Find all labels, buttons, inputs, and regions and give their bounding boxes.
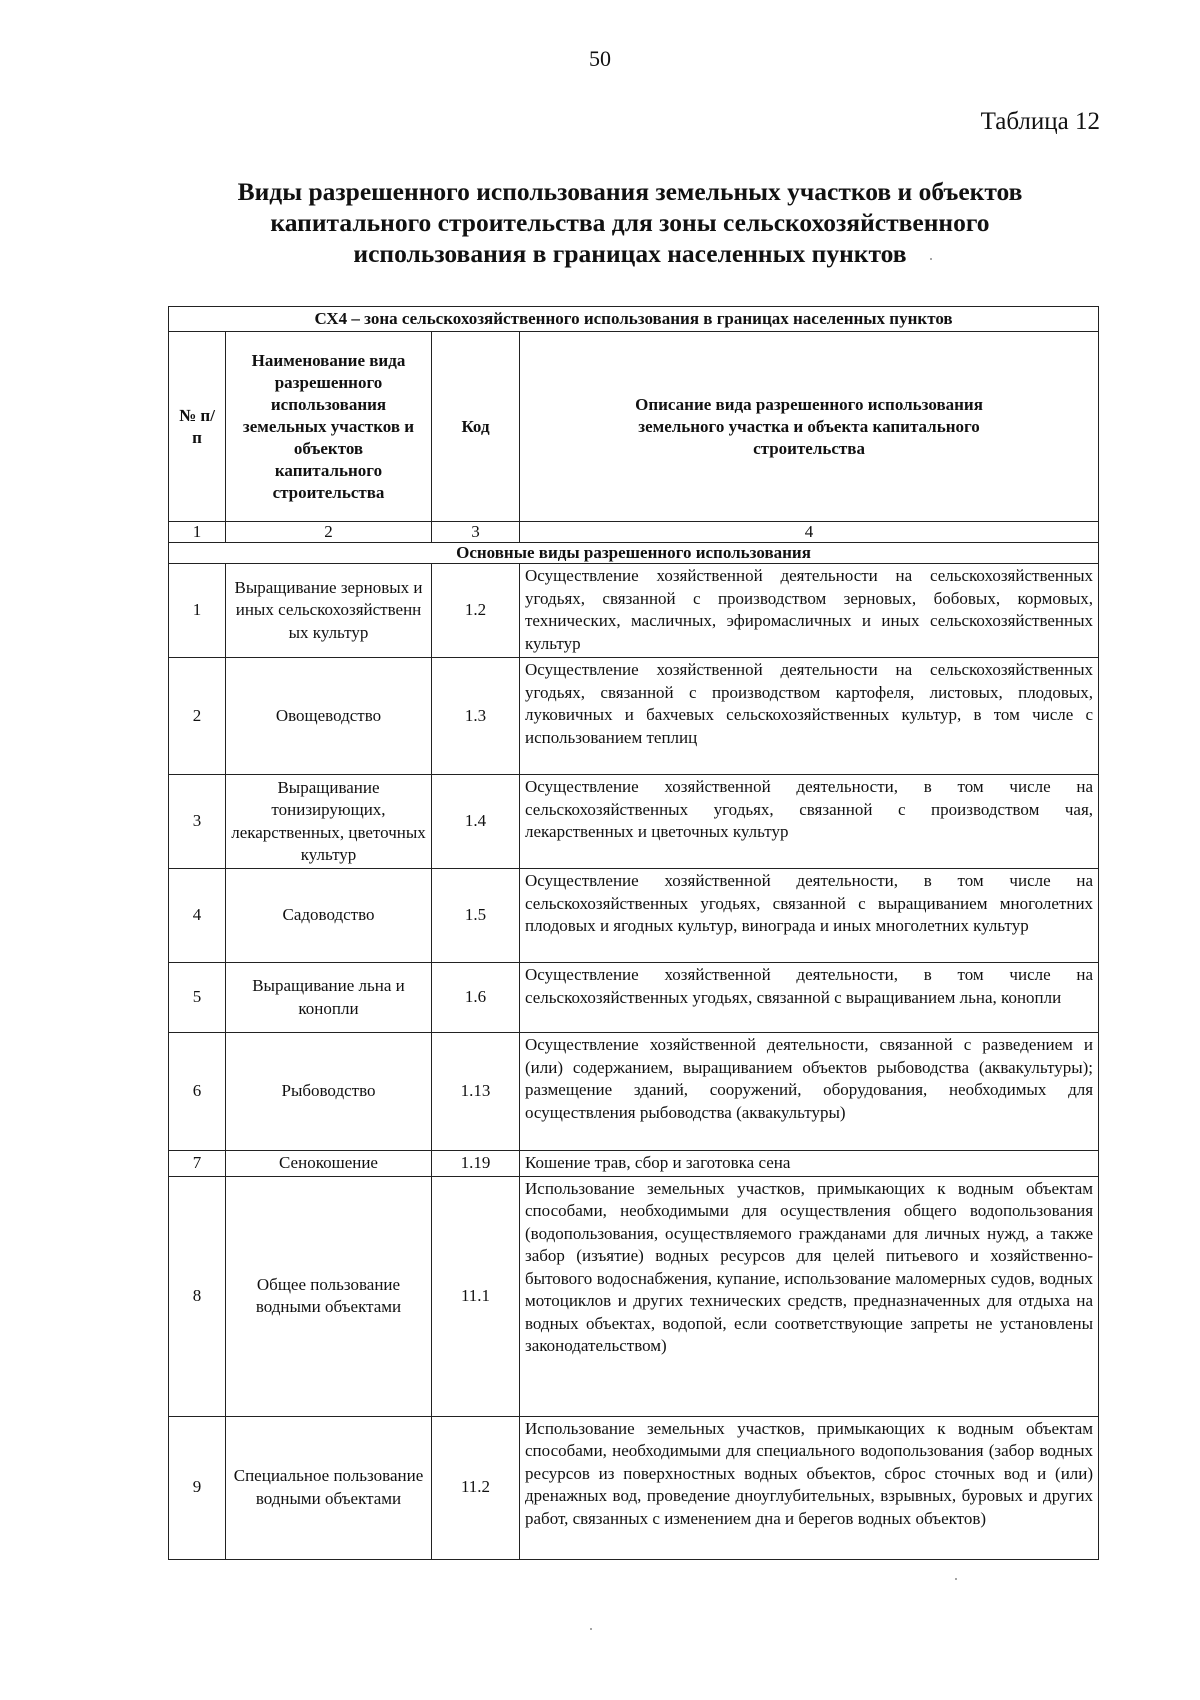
row-use-name: Выращивание тонизирующих, лекарственных, цветочных культур	[226, 775, 432, 869]
table-row	[169, 1151, 1099, 1177]
row-description: Осуществление хозяйственной деятельности, связанной с разведением и (или) содержанием, выращиванием объектов рыбоводства (аквакультуры); размещение зданий, сооружений, оборудования, необходимых для осуществления рыбоводства (аквакультуры)	[520, 1033, 1099, 1151]
section-title: Основные виды разрешенного использования	[169, 543, 1099, 564]
row-description: Осуществление хозяйственной деятельности, в том числе на сельскохозяйственных угодьях, связанной с производством чая, лекарственных и цветочных культур	[520, 775, 1099, 869]
section-header-row	[169, 543, 1099, 564]
table-row	[169, 1416, 1099, 1559]
title-line: капитального строительства для зоны сельскохозяйственного	[270, 208, 990, 237]
table-row	[169, 1033, 1099, 1151]
title-line: Виды разрешенного использования земельных участков и объектов	[237, 177, 1023, 206]
row-use-name: Общее пользование водными объектами	[226, 1176, 432, 1416]
row-description: Осуществление хозяйственной деятельности на сельскохозяйственных угодьях, связанной с производством картофеля, листовых, плодовых, луковичных и бахчевых сельскохозяйственных культур, в том числе с использованием теплиц	[520, 658, 1099, 775]
row-number: 7	[169, 1151, 226, 1177]
column-number: 1	[169, 522, 226, 543]
table-row	[169, 963, 1099, 1033]
row-use-name: Рыбоводство	[226, 1033, 432, 1151]
header-code: Код	[432, 332, 520, 522]
row-description: Осуществление хозяйственной деятельности на сельскохозяйственных угодьях, связанной с производством зерновых, бобовых, кормовых, технических, масличных, эфиромасличных и иных сельскохозяйственных культур	[520, 564, 1099, 658]
column-number: 2	[226, 522, 432, 543]
row-code: 1.19	[432, 1151, 520, 1177]
table-row	[169, 775, 1099, 869]
row-code: 1.4	[432, 775, 520, 869]
header-desc: Описание вида разрешенного использования земельного участка и объекта капитального строительства	[520, 332, 1099, 522]
row-use-name: Выращивание льна и конопли	[226, 963, 432, 1033]
zone-header-row	[169, 307, 1099, 332]
row-number: 8	[169, 1176, 226, 1416]
row-use-name: Сенокошение	[226, 1151, 432, 1177]
row-description: Осуществление хозяйственной деятельности, в том числе на сельскохозяйственных угодьях, связанной с выращиванием льна, конопли	[520, 963, 1099, 1033]
scan-speck	[930, 258, 932, 260]
row-code: 1.2	[432, 564, 520, 658]
row-description: Использование земельных участков, примыкающих к водным объектам способами, необходимыми для специального водопользования (забор водных ресурсов из поверхностных водных объектов, сброс сточных вод и (или) дренажных вод, проведение дноуглубительных, взрывных, буровых и других работ, связанных с изменением дна и берегов водных объектов)	[520, 1416, 1099, 1559]
page-number: 50	[589, 46, 611, 71]
table-row	[169, 869, 1099, 963]
land-use-table	[168, 306, 1099, 1560]
scan-speck	[955, 1578, 957, 1580]
row-code: 1.6	[432, 963, 520, 1033]
column-number-row	[169, 522, 1099, 543]
row-description: Осуществление хозяйственной деятельности, в том числе на сельскохозяйственных угодьях, связанной с выращиванием многолетних плодовых и ягодных культур, винограда и иных многолетних культур	[520, 869, 1099, 963]
zone-header: СХ4 – зона сельскохозяйственного использования в границах населенных пунктов	[169, 307, 1099, 332]
column-number: 3	[432, 522, 520, 543]
row-description: Кошение трав, сбор и заготовка сена	[520, 1151, 1099, 1177]
row-number: 2	[169, 658, 226, 775]
document-title	[150, 176, 1110, 269]
row-code: 11.2	[432, 1416, 520, 1559]
row-use-name: Специальное пользование водными объектами	[226, 1416, 432, 1559]
scan-speck	[590, 1628, 592, 1630]
table-row	[169, 658, 1099, 775]
row-number: 3	[169, 775, 226, 869]
table-row	[169, 1176, 1099, 1416]
row-code: 11.1	[432, 1176, 520, 1416]
header-num: № п/п	[169, 332, 226, 522]
header-name: Наименование вида разрешенного использования земельных участков и объектов капитального строительства	[226, 332, 432, 522]
row-use-name: Выращивание зерновых и иных сельскохозяйственн ых культур	[226, 564, 432, 658]
row-code: 1.5	[432, 869, 520, 963]
row-number: 9	[169, 1416, 226, 1559]
row-code: 1.3	[432, 658, 520, 775]
table-caption: Таблица 12	[980, 108, 1100, 135]
row-number: 5	[169, 963, 226, 1033]
row-use-name: Овощеводство	[226, 658, 432, 775]
column-header-row	[169, 332, 1099, 522]
row-number: 1	[169, 564, 226, 658]
row-use-name: Садоводство	[226, 869, 432, 963]
row-number: 4	[169, 869, 226, 963]
title-line: использования в границах населенных пунктов	[353, 239, 907, 268]
row-number: 6	[169, 1033, 226, 1151]
column-number: 4	[520, 522, 1099, 543]
row-code: 1.13	[432, 1033, 520, 1151]
table-row	[169, 564, 1099, 658]
row-description: Использование земельных участков, примыкающих к водным объектам способами, необходимыми для осуществления общего водопользования (водопользования, осуществляемого гражданами для личных нужд, а также забор (изъятие) водных ресурсов для целей питьевого и хозяйственно-бытового водоснабжения, купание, использование маломерных судов, водных мотоциклов и других технических средств, предназначенных для отдыха на водных объектах, водопой, если соответствующие запреты не установлены законодательством)	[520, 1176, 1099, 1416]
